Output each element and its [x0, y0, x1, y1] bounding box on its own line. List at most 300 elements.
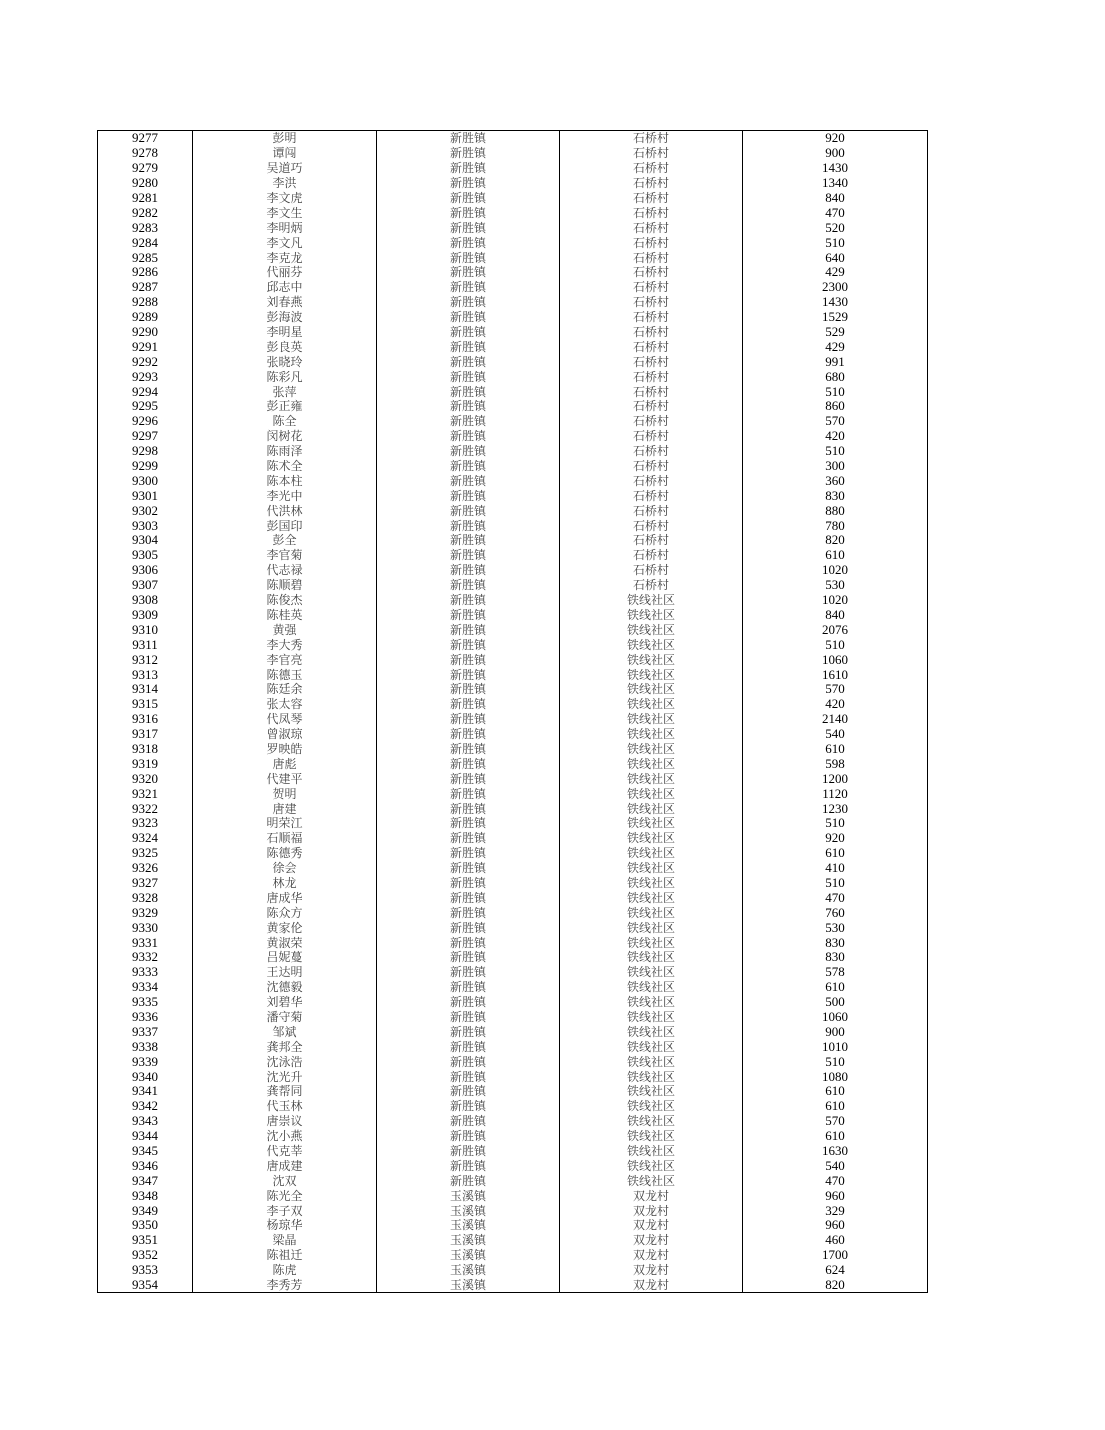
table-row — [98, 1114, 928, 1129]
name-cell: 唐建 — [193, 801, 377, 816]
amount-cell: 510 — [743, 444, 928, 459]
table-row — [98, 1084, 928, 1099]
table-row — [98, 831, 928, 846]
amount-cell: 610 — [743, 846, 928, 861]
row-number-cell: 9314 — [98, 682, 193, 697]
amount-cell: 520 — [743, 220, 928, 235]
table-row — [98, 399, 928, 414]
row-number-cell: 9293 — [98, 369, 193, 384]
table-row — [98, 533, 928, 548]
village-cell: 石桥村 — [560, 369, 743, 384]
table-row — [98, 920, 928, 935]
name-cell: 刘碧华 — [193, 995, 377, 1010]
town-cell: 新胜镇 — [377, 533, 560, 548]
town-cell: 新胜镇 — [377, 1099, 560, 1114]
amount-cell: 1700 — [743, 1248, 928, 1263]
name-cell: 彭正雍 — [193, 399, 377, 414]
name-cell: 杨琼华 — [193, 1218, 377, 1233]
village-cell: 双龙村 — [560, 1233, 743, 1248]
row-number-cell: 9330 — [98, 920, 193, 935]
name-cell: 闵树花 — [193, 429, 377, 444]
table-row — [98, 786, 928, 801]
amount-cell: 760 — [743, 905, 928, 920]
amount-cell: 510 — [743, 384, 928, 399]
row-number-cell: 9328 — [98, 890, 193, 905]
town-cell: 新胜镇 — [377, 459, 560, 474]
amount-cell: 1340 — [743, 176, 928, 191]
amount-cell: 1230 — [743, 801, 928, 816]
town-cell: 玉溪镇 — [377, 1218, 560, 1233]
amount-cell: 1200 — [743, 771, 928, 786]
row-number-cell: 9326 — [98, 861, 193, 876]
table-row — [98, 548, 928, 563]
row-number-cell: 9295 — [98, 399, 193, 414]
table-row — [98, 637, 928, 652]
village-cell: 铁线社区 — [560, 846, 743, 861]
name-cell: 唐彪 — [193, 756, 377, 771]
amount-cell: 1060 — [743, 1010, 928, 1025]
row-number-cell: 9350 — [98, 1218, 193, 1233]
table-row — [98, 950, 928, 965]
town-cell: 新胜镇 — [377, 920, 560, 935]
name-cell: 代凤琴 — [193, 712, 377, 727]
table-row — [98, 876, 928, 891]
name-cell: 代洪林 — [193, 503, 377, 518]
amount-cell: 830 — [743, 488, 928, 503]
row-number-cell: 9309 — [98, 608, 193, 623]
village-cell: 铁线社区 — [560, 816, 743, 831]
row-number-cell: 9287 — [98, 280, 193, 295]
table-row — [98, 742, 928, 757]
table-row — [98, 756, 928, 771]
row-number-cell: 9343 — [98, 1114, 193, 1129]
table-row — [98, 325, 928, 340]
table-row — [98, 1144, 928, 1159]
town-cell: 新胜镇 — [377, 488, 560, 503]
village-cell: 铁线社区 — [560, 980, 743, 995]
town-cell: 新胜镇 — [377, 1144, 560, 1159]
town-cell: 新胜镇 — [377, 697, 560, 712]
row-number-cell: 9308 — [98, 593, 193, 608]
row-number-cell: 9336 — [98, 1010, 193, 1025]
amount-cell: 540 — [743, 727, 928, 742]
table-row — [98, 1099, 928, 1114]
table-row — [98, 965, 928, 980]
table-row — [98, 1203, 928, 1218]
name-cell: 陈众方 — [193, 905, 377, 920]
name-cell: 彭全 — [193, 533, 377, 548]
village-cell: 石桥村 — [560, 265, 743, 280]
name-cell: 张晓玲 — [193, 354, 377, 369]
row-number-cell: 9285 — [98, 250, 193, 265]
village-cell: 铁线社区 — [560, 1158, 743, 1173]
name-cell: 李秀芳 — [193, 1278, 377, 1293]
village-cell: 双龙村 — [560, 1203, 743, 1218]
name-cell: 彭国印 — [193, 518, 377, 533]
amount-cell: 610 — [743, 742, 928, 757]
table-row — [98, 727, 928, 742]
village-cell: 铁线社区 — [560, 861, 743, 876]
row-number-cell: 9280 — [98, 176, 193, 191]
town-cell: 新胜镇 — [377, 310, 560, 325]
table-row — [98, 563, 928, 578]
row-number-cell: 9303 — [98, 518, 193, 533]
row-number-cell: 9349 — [98, 1203, 193, 1218]
name-cell: 陈全 — [193, 414, 377, 429]
table-row — [98, 1158, 928, 1173]
town-cell: 玉溪镇 — [377, 1263, 560, 1278]
table-row — [98, 1233, 928, 1248]
village-cell: 石桥村 — [560, 131, 743, 146]
town-cell: 新胜镇 — [377, 414, 560, 429]
row-number-cell: 9345 — [98, 1144, 193, 1159]
town-cell: 新胜镇 — [377, 786, 560, 801]
town-cell: 新胜镇 — [377, 905, 560, 920]
village-cell: 铁线社区 — [560, 712, 743, 727]
village-cell: 石桥村 — [560, 518, 743, 533]
row-number-cell: 9291 — [98, 339, 193, 354]
row-number-cell: 9286 — [98, 265, 193, 280]
table-row — [98, 176, 928, 191]
village-cell: 石桥村 — [560, 548, 743, 563]
row-number-cell: 9335 — [98, 995, 193, 1010]
village-cell: 铁线社区 — [560, 920, 743, 935]
amount-cell: 900 — [743, 1024, 928, 1039]
row-number-cell: 9316 — [98, 712, 193, 727]
village-cell: 铁线社区 — [560, 1024, 743, 1039]
name-cell: 张太容 — [193, 697, 377, 712]
table-row — [98, 1054, 928, 1069]
row-number-cell: 9338 — [98, 1039, 193, 1054]
amount-cell: 329 — [743, 1203, 928, 1218]
town-cell: 新胜镇 — [377, 518, 560, 533]
amount-cell: 529 — [743, 325, 928, 340]
row-number-cell: 9294 — [98, 384, 193, 399]
amount-cell: 610 — [743, 1099, 928, 1114]
amount-cell: 429 — [743, 265, 928, 280]
row-number-cell: 9320 — [98, 771, 193, 786]
amount-cell: 840 — [743, 608, 928, 623]
row-number-cell: 9341 — [98, 1084, 193, 1099]
village-cell: 铁线社区 — [560, 742, 743, 757]
name-cell: 彭明 — [193, 131, 377, 146]
table-row — [98, 816, 928, 831]
name-cell: 潘守菊 — [193, 1010, 377, 1025]
row-number-cell: 9346 — [98, 1158, 193, 1173]
amount-cell: 610 — [743, 1129, 928, 1144]
town-cell: 玉溪镇 — [377, 1248, 560, 1263]
name-cell: 李光中 — [193, 488, 377, 503]
row-number-cell: 9310 — [98, 622, 193, 637]
town-cell: 新胜镇 — [377, 816, 560, 831]
row-number-cell: 9277 — [98, 131, 193, 146]
village-cell: 石桥村 — [560, 488, 743, 503]
table-row — [98, 265, 928, 280]
name-cell: 黄强 — [193, 622, 377, 637]
row-number-cell: 9299 — [98, 459, 193, 474]
table-row — [98, 1188, 928, 1203]
row-number-cell: 9297 — [98, 429, 193, 444]
village-cell: 铁线社区 — [560, 652, 743, 667]
town-cell: 新胜镇 — [377, 608, 560, 623]
name-cell: 陈德秀 — [193, 846, 377, 861]
amount-cell: 1430 — [743, 161, 928, 176]
table-row — [98, 1218, 928, 1233]
amount-cell: 420 — [743, 429, 928, 444]
table-row — [98, 354, 928, 369]
town-cell: 新胜镇 — [377, 890, 560, 905]
village-cell: 石桥村 — [560, 339, 743, 354]
amount-cell: 610 — [743, 548, 928, 563]
name-cell: 李明炳 — [193, 220, 377, 235]
town-cell: 新胜镇 — [377, 563, 560, 578]
name-cell: 吴道巧 — [193, 161, 377, 176]
table-row — [98, 503, 928, 518]
village-cell: 石桥村 — [560, 533, 743, 548]
village-cell: 铁线社区 — [560, 608, 743, 623]
town-cell: 新胜镇 — [377, 935, 560, 950]
row-number-cell: 9352 — [98, 1248, 193, 1263]
table-row — [98, 444, 928, 459]
row-number-cell: 9347 — [98, 1173, 193, 1188]
amount-cell: 530 — [743, 578, 928, 593]
table-row — [98, 429, 928, 444]
name-cell: 李文虎 — [193, 191, 377, 206]
name-cell: 黄家伦 — [193, 920, 377, 935]
amount-cell: 470 — [743, 890, 928, 905]
town-cell: 新胜镇 — [377, 1129, 560, 1144]
row-number-cell: 9306 — [98, 563, 193, 578]
village-cell: 铁线社区 — [560, 1084, 743, 1099]
name-cell: 代志禄 — [193, 563, 377, 578]
village-cell: 双龙村 — [560, 1218, 743, 1233]
table-row — [98, 1010, 928, 1025]
amount-cell: 510 — [743, 816, 928, 831]
row-number-cell: 9322 — [98, 801, 193, 816]
village-cell: 铁线社区 — [560, 1173, 743, 1188]
amount-cell: 420 — [743, 697, 928, 712]
row-number-cell: 9354 — [98, 1278, 193, 1293]
table-row — [98, 712, 928, 727]
name-cell: 李官菊 — [193, 548, 377, 563]
amount-cell: 1120 — [743, 786, 928, 801]
amount-cell: 2300 — [743, 280, 928, 295]
row-number-cell: 9324 — [98, 831, 193, 846]
amount-cell: 570 — [743, 682, 928, 697]
village-cell: 铁线社区 — [560, 1039, 743, 1054]
table-row — [98, 518, 928, 533]
village-cell: 石桥村 — [560, 146, 743, 161]
name-cell: 龚帮同 — [193, 1084, 377, 1099]
row-number-cell: 9298 — [98, 444, 193, 459]
town-cell: 新胜镇 — [377, 593, 560, 608]
amount-cell: 470 — [743, 205, 928, 220]
amount-cell: 1630 — [743, 1144, 928, 1159]
town-cell: 新胜镇 — [377, 667, 560, 682]
town-cell: 新胜镇 — [377, 861, 560, 876]
row-number-cell: 9278 — [98, 146, 193, 161]
town-cell: 新胜镇 — [377, 250, 560, 265]
table-row — [98, 905, 928, 920]
name-cell: 明荣江 — [193, 816, 377, 831]
town-cell: 玉溪镇 — [377, 1278, 560, 1293]
town-cell: 新胜镇 — [377, 1039, 560, 1054]
town-cell: 新胜镇 — [377, 280, 560, 295]
town-cell: 新胜镇 — [377, 354, 560, 369]
name-cell: 陈彩凡 — [193, 369, 377, 384]
town-cell: 新胜镇 — [377, 578, 560, 593]
town-cell: 新胜镇 — [377, 131, 560, 146]
name-cell: 王达明 — [193, 965, 377, 980]
table-row — [98, 205, 928, 220]
amount-cell: 510 — [743, 876, 928, 891]
town-cell: 新胜镇 — [377, 384, 560, 399]
village-cell: 石桥村 — [560, 414, 743, 429]
village-cell: 铁线社区 — [560, 890, 743, 905]
table-row — [98, 131, 928, 146]
amount-cell: 610 — [743, 1084, 928, 1099]
village-cell: 石桥村 — [560, 235, 743, 250]
village-cell: 铁线社区 — [560, 905, 743, 920]
table-row — [98, 161, 928, 176]
name-cell: 陈顺碧 — [193, 578, 377, 593]
name-cell: 罗映皓 — [193, 742, 377, 757]
amount-cell: 860 — [743, 399, 928, 414]
name-cell: 陈本柱 — [193, 473, 377, 488]
name-cell: 代玉林 — [193, 1099, 377, 1114]
table-row — [98, 1129, 928, 1144]
amount-cell: 570 — [743, 1114, 928, 1129]
table-row — [98, 339, 928, 354]
village-cell: 双龙村 — [560, 1188, 743, 1203]
town-cell: 新胜镇 — [377, 622, 560, 637]
town-cell: 新胜镇 — [377, 429, 560, 444]
row-number-cell: 9290 — [98, 325, 193, 340]
town-cell: 新胜镇 — [377, 712, 560, 727]
name-cell: 李明星 — [193, 325, 377, 340]
row-number-cell: 9312 — [98, 652, 193, 667]
town-cell: 新胜镇 — [377, 339, 560, 354]
table-row — [98, 1173, 928, 1188]
name-cell: 曾淑琼 — [193, 727, 377, 742]
name-cell: 代克莘 — [193, 1144, 377, 1159]
amount-cell: 991 — [743, 354, 928, 369]
town-cell: 玉溪镇 — [377, 1233, 560, 1248]
row-number-cell: 9292 — [98, 354, 193, 369]
village-cell: 石桥村 — [560, 578, 743, 593]
name-cell: 陈祖迁 — [193, 1248, 377, 1263]
name-cell: 李洪 — [193, 176, 377, 191]
amount-cell: 2140 — [743, 712, 928, 727]
row-number-cell: 9305 — [98, 548, 193, 563]
row-number-cell: 9342 — [98, 1099, 193, 1114]
town-cell: 新胜镇 — [377, 1173, 560, 1188]
name-cell: 陈术全 — [193, 459, 377, 474]
row-number-cell: 9284 — [98, 235, 193, 250]
village-cell: 铁线社区 — [560, 697, 743, 712]
town-cell: 新胜镇 — [377, 876, 560, 891]
village-cell: 铁线社区 — [560, 771, 743, 786]
amount-cell: 429 — [743, 339, 928, 354]
village-cell: 铁线社区 — [560, 876, 743, 891]
village-cell: 铁线社区 — [560, 727, 743, 742]
village-cell: 铁线社区 — [560, 682, 743, 697]
row-number-cell: 9329 — [98, 905, 193, 920]
town-cell: 新胜镇 — [377, 295, 560, 310]
town-cell: 新胜镇 — [377, 146, 560, 161]
town-cell: 新胜镇 — [377, 191, 560, 206]
town-cell: 新胜镇 — [377, 727, 560, 742]
town-cell: 新胜镇 — [377, 1054, 560, 1069]
amount-cell: 680 — [743, 369, 928, 384]
town-cell: 新胜镇 — [377, 220, 560, 235]
row-number-cell: 9289 — [98, 310, 193, 325]
table-row — [98, 935, 928, 950]
village-cell: 铁线社区 — [560, 1114, 743, 1129]
table-row — [98, 622, 928, 637]
town-cell: 新胜镇 — [377, 1158, 560, 1173]
table-row — [98, 473, 928, 488]
row-number-cell: 9339 — [98, 1054, 193, 1069]
amount-cell: 598 — [743, 756, 928, 771]
table-row — [98, 384, 928, 399]
name-cell: 邹斌 — [193, 1024, 377, 1039]
table-row — [98, 980, 928, 995]
table-body — [98, 131, 928, 1293]
name-cell: 陈虎 — [193, 1263, 377, 1278]
name-cell: 彭海波 — [193, 310, 377, 325]
table-row — [98, 1263, 928, 1278]
town-cell: 玉溪镇 — [377, 1188, 560, 1203]
village-cell: 石桥村 — [560, 429, 743, 444]
name-cell: 沈双 — [193, 1173, 377, 1188]
town-cell: 新胜镇 — [377, 742, 560, 757]
town-cell: 新胜镇 — [377, 161, 560, 176]
name-cell: 李子双 — [193, 1203, 377, 1218]
name-cell: 邱志中 — [193, 280, 377, 295]
row-number-cell: 9283 — [98, 220, 193, 235]
amount-cell: 830 — [743, 935, 928, 950]
table-row — [98, 890, 928, 905]
row-number-cell: 9304 — [98, 533, 193, 548]
amount-cell: 1020 — [743, 593, 928, 608]
name-cell: 陈光全 — [193, 1188, 377, 1203]
village-cell: 石桥村 — [560, 250, 743, 265]
row-number-cell: 9321 — [98, 786, 193, 801]
row-number-cell: 9327 — [98, 876, 193, 891]
name-cell: 唐成建 — [193, 1158, 377, 1173]
table-row — [98, 846, 928, 861]
town-cell: 新胜镇 — [377, 756, 560, 771]
table-row — [98, 280, 928, 295]
table-row — [98, 295, 928, 310]
village-cell: 铁线社区 — [560, 756, 743, 771]
village-cell: 石桥村 — [560, 205, 743, 220]
village-cell: 铁线社区 — [560, 622, 743, 637]
amount-cell: 1060 — [743, 652, 928, 667]
amount-cell: 780 — [743, 518, 928, 533]
village-cell: 石桥村 — [560, 325, 743, 340]
table-row — [98, 459, 928, 474]
village-cell: 铁线社区 — [560, 1129, 743, 1144]
amount-cell: 960 — [743, 1188, 928, 1203]
data-table — [97, 130, 928, 1293]
town-cell: 新胜镇 — [377, 369, 560, 384]
name-cell: 彭良英 — [193, 339, 377, 354]
row-number-cell: 9331 — [98, 935, 193, 950]
name-cell: 唐成华 — [193, 890, 377, 905]
name-cell: 沈德毅 — [193, 980, 377, 995]
